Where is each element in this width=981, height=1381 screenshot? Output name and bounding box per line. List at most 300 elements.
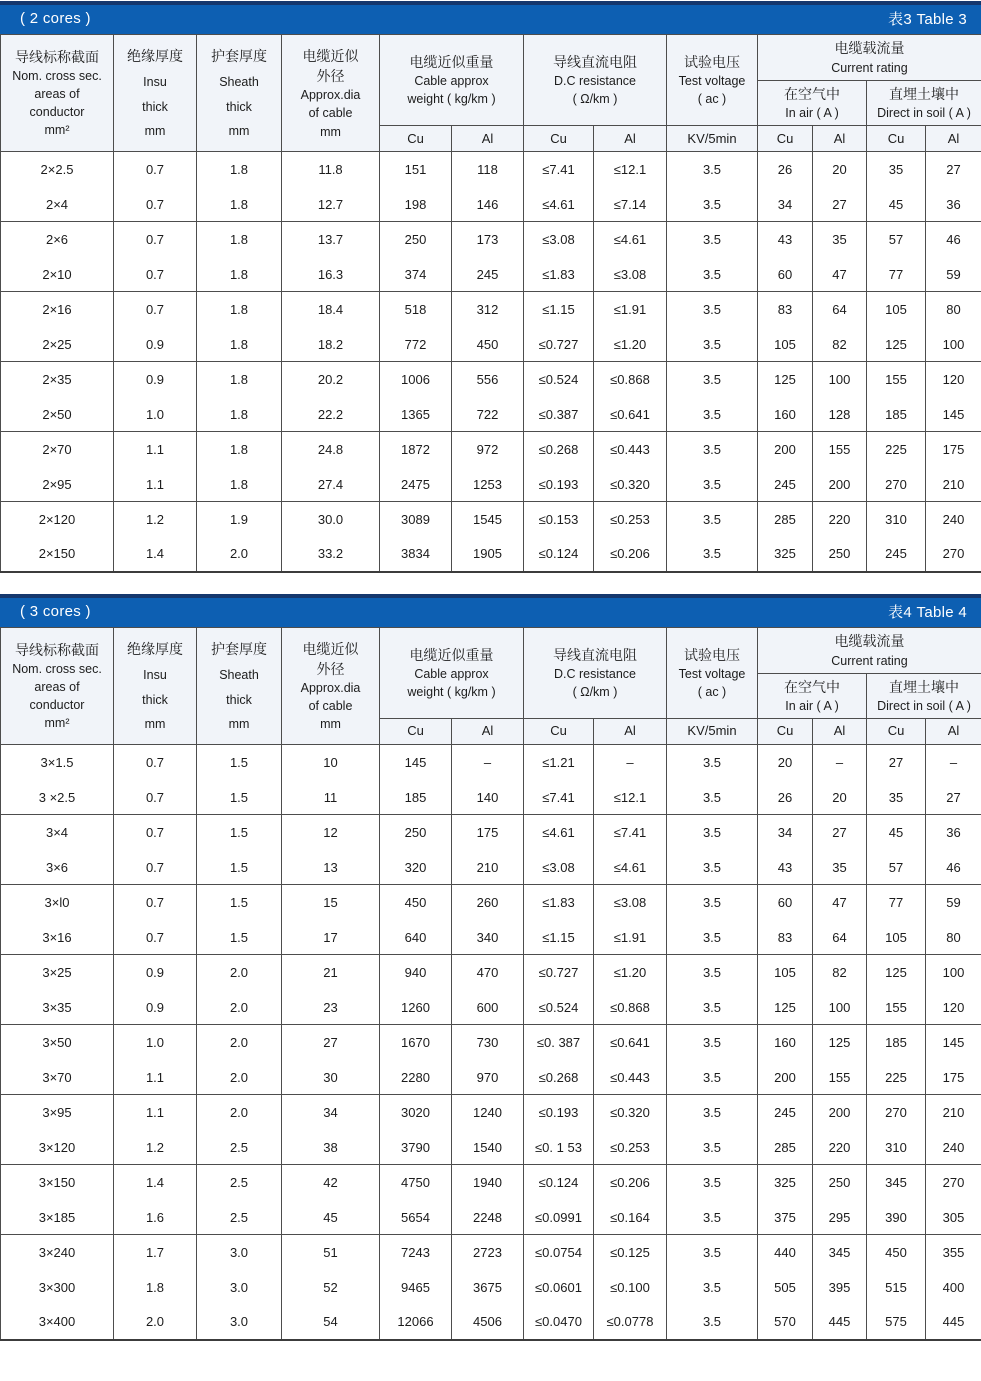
cell-weight-al: 340 <box>452 920 524 955</box>
cell-weight-cu: 772 <box>380 327 452 362</box>
cell-test-voltage: 3.5 <box>667 432 758 467</box>
table-row <box>1 850 981 885</box>
cell-soil-cu: 345 <box>867 1165 926 1200</box>
cell-air-cu: 60 <box>758 885 813 920</box>
cell-resistance-al: ≤0.443 <box>594 432 667 467</box>
cell-soil-al: – <box>926 745 981 780</box>
cell-air-al: 47 <box>813 257 867 292</box>
cell-spec: 2×70 <box>1 432 114 467</box>
col-subheader-soil-al: Al <box>926 719 981 745</box>
cell-resistance-cu: ≤3.08 <box>524 850 594 885</box>
cell-sheath-thick: 2.0 <box>197 537 282 572</box>
cell-soil-cu: 310 <box>867 502 926 537</box>
cell-air-cu: 34 <box>758 815 813 850</box>
col-header-voltage: 试验电压 Test voltage ( ac ) <box>667 35 758 126</box>
cell-test-voltage: 3.5 <box>667 362 758 397</box>
cell-spec: 3×25 <box>1 955 114 990</box>
cell-soil-cu: 105 <box>867 920 926 955</box>
cell-test-voltage: 3.5 <box>667 815 758 850</box>
cell-resistance-al: ≤0.868 <box>594 990 667 1025</box>
cell-sheath-thick: 1.5 <box>197 815 282 850</box>
col-subheader-res-al: Al <box>594 126 667 152</box>
table-row <box>1 1130 981 1165</box>
cell-test-voltage: 3.5 <box>667 780 758 815</box>
col-subheader-air-cu: Cu <box>758 126 813 152</box>
cell-spec: 3×185 <box>1 1200 114 1235</box>
cell-soil-cu: 45 <box>867 187 926 222</box>
table-row <box>1 1095 981 1130</box>
cell-air-al: 200 <box>813 1095 867 1130</box>
cell-approx-dia: 17 <box>282 920 380 955</box>
cell-resistance-cu: ≤1.15 <box>524 292 594 327</box>
cell-approx-dia: 13 <box>282 850 380 885</box>
cell-spec: 3×95 <box>1 1095 114 1130</box>
cell-resistance-cu: ≤0. 1 53 <box>524 1130 594 1165</box>
cell-sheath-thick: 1.8 <box>197 432 282 467</box>
cell-sheath-thick: 1.8 <box>197 257 282 292</box>
cell-weight-cu: 12066 <box>380 1305 452 1340</box>
cell-air-cu: 570 <box>758 1305 813 1340</box>
cell-resistance-al: ≤4.61 <box>594 850 667 885</box>
cell-air-al: 395 <box>813 1270 867 1305</box>
cell-approx-dia: 20.2 <box>282 362 380 397</box>
cell-resistance-al: ≤0.641 <box>594 1025 667 1060</box>
cell-weight-cu: 5654 <box>380 1200 452 1235</box>
cell-resistance-al: ≤0.641 <box>594 397 667 432</box>
cell-soil-cu: 125 <box>867 327 926 362</box>
cell-resistance-cu: ≤7.41 <box>524 152 594 187</box>
cell-resistance-al: – <box>594 745 667 780</box>
cell-resistance-al: ≤0.125 <box>594 1235 667 1270</box>
cell-weight-cu: 374 <box>380 257 452 292</box>
cell-insu-thick: 1.1 <box>114 467 197 502</box>
cell-resistance-cu: ≤1.83 <box>524 257 594 292</box>
cell-soil-cu: 515 <box>867 1270 926 1305</box>
cell-weight-al: 1540 <box>452 1130 524 1165</box>
cell-soil-al: 210 <box>926 1095 981 1130</box>
cell-resistance-cu: ≤0.0991 <box>524 1200 594 1235</box>
col-subheader-soil-cu: Cu <box>867 719 926 745</box>
cell-approx-dia: 30.0 <box>282 502 380 537</box>
cell-soil-al: 270 <box>926 537 981 572</box>
cell-insu-thick: 1.2 <box>114 1130 197 1165</box>
header-row <box>1 35 981 81</box>
cell-spec: 3×1.5 <box>1 745 114 780</box>
cell-air-al: 47 <box>813 885 867 920</box>
cell-air-cu: 26 <box>758 780 813 815</box>
cell-test-voltage: 3.5 <box>667 537 758 572</box>
cell-weight-cu: 250 <box>380 222 452 257</box>
cell-air-cu: 505 <box>758 1270 813 1305</box>
cell-approx-dia: 51 <box>282 1235 380 1270</box>
cell-resistance-al: ≤0.443 <box>594 1060 667 1095</box>
cell-resistance-cu: ≤3.08 <box>524 222 594 257</box>
cell-air-al: 64 <box>813 920 867 955</box>
cell-weight-cu: 151 <box>380 152 452 187</box>
cell-air-al: 82 <box>813 327 867 362</box>
col-subheader-weight-al: Al <box>452 126 524 152</box>
cell-test-voltage: 3.5 <box>667 187 758 222</box>
cell-weight-cu: 320 <box>380 850 452 885</box>
col-header-cross-sec: 导线标称截面 Nom. cross sec. areas of conductor mm² <box>1 627 114 744</box>
cell-insu-thick: 0.9 <box>114 362 197 397</box>
cell-air-al: 82 <box>813 955 867 990</box>
cell-air-cu: 375 <box>758 1200 813 1235</box>
cell-air-al: 445 <box>813 1305 867 1340</box>
cell-weight-cu: 1260 <box>380 990 452 1025</box>
cell-approx-dia: 11 <box>282 780 380 815</box>
cell-weight-al: 972 <box>452 432 524 467</box>
cell-weight-al: 3675 <box>452 1270 524 1305</box>
cell-approx-dia: 15 <box>282 885 380 920</box>
cell-insu-thick: 1.4 <box>114 537 197 572</box>
cell-insu-thick: 0.9 <box>114 955 197 990</box>
cell-weight-al: – <box>452 745 524 780</box>
cell-air-cu: 125 <box>758 990 813 1025</box>
col-subheader-kv: KV/5min <box>667 719 758 745</box>
cell-resistance-al: ≤3.08 <box>594 257 667 292</box>
cell-soil-al: 145 <box>926 397 981 432</box>
cell-soil-cu: 450 <box>867 1235 926 1270</box>
table-row <box>1 362 981 397</box>
table4-number-label: 表4 Table 4 <box>888 601 967 622</box>
cell-air-al: 125 <box>813 1025 867 1060</box>
cell-test-voltage: 3.5 <box>667 745 758 780</box>
cell-insu-thick: 1.2 <box>114 502 197 537</box>
cell-test-voltage: 3.5 <box>667 152 758 187</box>
cell-soil-al: 59 <box>926 885 981 920</box>
cell-sheath-thick: 2.5 <box>197 1130 282 1165</box>
cell-approx-dia: 24.8 <box>282 432 380 467</box>
cell-insu-thick: 0.7 <box>114 257 197 292</box>
cell-spec: 2×120 <box>1 502 114 537</box>
cell-weight-cu: 2280 <box>380 1060 452 1095</box>
cell-weight-cu: 1872 <box>380 432 452 467</box>
cell-insu-thick: 1.8 <box>114 1270 197 1305</box>
cell-air-al: 128 <box>813 397 867 432</box>
col-header-rating: 电缆载流量 Current rating <box>758 627 981 673</box>
cell-sheath-thick: 1.5 <box>197 885 282 920</box>
cell-resistance-al: ≤0.0778 <box>594 1305 667 1340</box>
cell-soil-cu: 245 <box>867 537 926 572</box>
cell-soil-al: 210 <box>926 467 981 502</box>
cell-weight-al: 1240 <box>452 1095 524 1130</box>
cell-air-al: 200 <box>813 467 867 502</box>
cell-insu-thick: 0.7 <box>114 292 197 327</box>
cell-air-cu: 325 <box>758 1165 813 1200</box>
table4-cores-label: ( 3 cores ) <box>20 603 91 620</box>
cell-soil-al: 400 <box>926 1270 981 1305</box>
col-subheader-res-cu: Cu <box>524 126 594 152</box>
cell-insu-thick: 2.0 <box>114 1305 197 1340</box>
cell-approx-dia: 42 <box>282 1165 380 1200</box>
cell-insu-thick: 1.0 <box>114 397 197 432</box>
cell-air-cu: 160 <box>758 1025 813 1060</box>
cell-air-al: 250 <box>813 1165 867 1200</box>
col-subheader-soil-cu: Cu <box>867 126 926 152</box>
cell-soil-cu: 105 <box>867 292 926 327</box>
cell-weight-cu: 518 <box>380 292 452 327</box>
cell-air-cu: 285 <box>758 1130 813 1165</box>
cell-resistance-al: ≤1.91 <box>594 292 667 327</box>
cell-test-voltage: 3.5 <box>667 1165 758 1200</box>
table-row <box>1 745 981 780</box>
cell-spec: 3×400 <box>1 1305 114 1340</box>
cell-soil-al: 36 <box>926 187 981 222</box>
cell-soil-al: 100 <box>926 955 981 990</box>
cell-resistance-cu: ≤7.41 <box>524 780 594 815</box>
cell-resistance-al: ≤4.61 <box>594 222 667 257</box>
col-header-rating: 电缆载流量 Current rating <box>758 35 981 81</box>
cell-spec: 3×300 <box>1 1270 114 1305</box>
cell-sheath-thick: 3.0 <box>197 1270 282 1305</box>
cell-air-al: 155 <box>813 1060 867 1095</box>
cell-soil-al: 305 <box>926 1200 981 1235</box>
cell-soil-cu: 77 <box>867 885 926 920</box>
cell-soil-al: 240 <box>926 1130 981 1165</box>
table-row <box>1 327 981 362</box>
cell-weight-al: 1905 <box>452 537 524 572</box>
cell-resistance-cu: ≤0.727 <box>524 327 594 362</box>
cell-resistance-al: ≤1.20 <box>594 327 667 362</box>
table-row <box>1 1200 981 1235</box>
cell-air-cu: 83 <box>758 292 813 327</box>
cell-weight-al: 146 <box>452 187 524 222</box>
cell-air-al: 35 <box>813 222 867 257</box>
col-subheader-air-al: Al <box>813 126 867 152</box>
cell-sheath-thick: 2.5 <box>197 1200 282 1235</box>
cell-spec: 2×6 <box>1 222 114 257</box>
cell-soil-cu: 390 <box>867 1200 926 1235</box>
cell-weight-al: 1253 <box>452 467 524 502</box>
cell-air-cu: 440 <box>758 1235 813 1270</box>
cell-weight-al: 600 <box>452 990 524 1025</box>
cell-insu-thick: 1.1 <box>114 1095 197 1130</box>
cell-air-cu: 245 <box>758 467 813 502</box>
cell-weight-al: 2248 <box>452 1200 524 1235</box>
cell-spec: 3×35 <box>1 990 114 1025</box>
cell-approx-dia: 16.3 <box>282 257 380 292</box>
cell-air-cu: 285 <box>758 502 813 537</box>
cell-weight-al: 173 <box>452 222 524 257</box>
cell-insu-thick: 0.7 <box>114 920 197 955</box>
cell-soil-al: 445 <box>926 1305 981 1340</box>
cell-sheath-thick: 2.5 <box>197 1165 282 1200</box>
cell-approx-dia: 21 <box>282 955 380 990</box>
cell-spec: 2×35 <box>1 362 114 397</box>
cell-weight-al: 175 <box>452 815 524 850</box>
cell-sheath-thick: 1.9 <box>197 502 282 537</box>
cell-weight-cu: 198 <box>380 187 452 222</box>
col-header-dia: 电缆近似 外径 Approx.dia of cable mm <box>282 627 380 744</box>
cell-spec: 2×150 <box>1 537 114 572</box>
cell-resistance-al: ≤0.206 <box>594 1165 667 1200</box>
cell-resistance-al: ≤0.253 <box>594 502 667 537</box>
cell-approx-dia: 54 <box>282 1305 380 1340</box>
cell-weight-cu: 3790 <box>380 1130 452 1165</box>
cell-test-voltage: 3.5 <box>667 1095 758 1130</box>
col-header-in-soil: 直埋土壤中 Direct in soil ( A ) <box>867 81 981 126</box>
table-body-0 <box>1 152 981 572</box>
cell-resistance-cu: ≤0.0470 <box>524 1305 594 1340</box>
cell-weight-al: 312 <box>452 292 524 327</box>
table-row <box>1 432 981 467</box>
cell-air-cu: 20 <box>758 745 813 780</box>
cell-resistance-cu: ≤1.21 <box>524 745 594 780</box>
cell-air-al: 20 <box>813 780 867 815</box>
cell-approx-dia: 22.2 <box>282 397 380 432</box>
col-header-cross-sec: 导线标称截面 Nom. cross sec. areas of conductor mm² <box>1 35 114 152</box>
table-row <box>1 397 981 432</box>
col-header-in-air: 在空气中 In air ( A ) <box>758 81 867 126</box>
cell-air-cu: 105 <box>758 955 813 990</box>
cell-resistance-cu: ≤0.387 <box>524 397 594 432</box>
cell-insu-thick: 1.6 <box>114 1200 197 1235</box>
table3-number-label: 表3 Table 3 <box>888 8 967 29</box>
cell-soil-al: 175 <box>926 432 981 467</box>
cell-insu-thick: 0.7 <box>114 850 197 885</box>
cell-spec: 3×4 <box>1 815 114 850</box>
cell-air-cu: 26 <box>758 152 813 187</box>
cell-soil-al: 59 <box>926 257 981 292</box>
cell-approx-dia: 11.8 <box>282 152 380 187</box>
cell-test-voltage: 3.5 <box>667 397 758 432</box>
cell-weight-cu: 9465 <box>380 1270 452 1305</box>
cell-weight-cu: 1670 <box>380 1025 452 1060</box>
cell-resistance-cu: ≤0.124 <box>524 1165 594 1200</box>
cell-air-cu: 105 <box>758 327 813 362</box>
col-header-voltage: 试验电压 Test voltage ( ac ) <box>667 627 758 718</box>
cell-soil-al: 355 <box>926 1235 981 1270</box>
cell-insu-thick: 0.7 <box>114 885 197 920</box>
cell-soil-al: 240 <box>926 502 981 537</box>
cell-resistance-al: ≤3.08 <box>594 885 667 920</box>
table-body-1 <box>1 745 981 1340</box>
cell-resistance-al: ≤0.164 <box>594 1200 667 1235</box>
table-row <box>1 1060 981 1095</box>
table-row <box>1 955 981 990</box>
cell-spec: 3×50 <box>1 1025 114 1060</box>
cell-sheath-thick: 1.8 <box>197 187 282 222</box>
cell-insu-thick: 0.7 <box>114 222 197 257</box>
cell-test-voltage: 3.5 <box>667 1060 758 1095</box>
cell-approx-dia: 38 <box>282 1130 380 1165</box>
cell-resistance-al: ≤1.91 <box>594 920 667 955</box>
col-subheader-weight-al: Al <box>452 719 524 745</box>
cell-spec: 3 ×2.5 <box>1 780 114 815</box>
cell-weight-cu: 940 <box>380 955 452 990</box>
cell-resistance-al: ≤12.1 <box>594 152 667 187</box>
cell-test-voltage: 3.5 <box>667 1025 758 1060</box>
cell-resistance-cu: ≤0.193 <box>524 1095 594 1130</box>
cell-approx-dia: 18.2 <box>282 327 380 362</box>
cell-air-cu: 200 <box>758 1060 813 1095</box>
cell-sheath-thick: 1.5 <box>197 920 282 955</box>
table-row <box>1 1025 981 1060</box>
cell-soil-cu: 77 <box>867 257 926 292</box>
cell-air-cu: 200 <box>758 432 813 467</box>
table-row <box>1 537 981 572</box>
cell-resistance-cu: ≤0.524 <box>524 990 594 1025</box>
cell-soil-cu: 125 <box>867 955 926 990</box>
cell-weight-al: 556 <box>452 362 524 397</box>
col-subheader-weight-cu: Cu <box>380 126 452 152</box>
cell-air-cu: 43 <box>758 850 813 885</box>
cell-approx-dia: 34 <box>282 1095 380 1130</box>
cell-resistance-al: ≤7.41 <box>594 815 667 850</box>
cell-spec: 2×4 <box>1 187 114 222</box>
table-row <box>1 885 981 920</box>
bottom-space <box>0 1341 981 1381</box>
cell-sheath-thick: 2.0 <box>197 990 282 1025</box>
cable-spec-table-3cores <box>0 627 981 1341</box>
header-row <box>1 627 981 673</box>
cell-air-cu: 125 <box>758 362 813 397</box>
cell-test-voltage: 3.5 <box>667 1235 758 1270</box>
cell-test-voltage: 3.5 <box>667 955 758 990</box>
cell-resistance-al: ≤12.1 <box>594 780 667 815</box>
cell-weight-cu: 185 <box>380 780 452 815</box>
cell-soil-cu: 225 <box>867 432 926 467</box>
table-row <box>1 1270 981 1305</box>
cell-test-voltage: 3.5 <box>667 1305 758 1340</box>
cell-weight-al: 245 <box>452 257 524 292</box>
table-row <box>1 990 981 1025</box>
cell-sheath-thick: 1.8 <box>197 397 282 432</box>
cell-soil-cu: 155 <box>867 990 926 1025</box>
cell-sheath-thick: 2.0 <box>197 1060 282 1095</box>
cell-insu-thick: 0.7 <box>114 745 197 780</box>
table-row <box>1 1305 981 1340</box>
cell-air-al: 35 <box>813 850 867 885</box>
cell-resistance-cu: ≤0.153 <box>524 502 594 537</box>
cell-test-voltage: 3.5 <box>667 1270 758 1305</box>
col-header-dia: 电缆近似 外径 Approx.dia of cable mm <box>282 35 380 152</box>
cell-soil-al: 120 <box>926 990 981 1025</box>
cell-soil-al: 120 <box>926 362 981 397</box>
table-row <box>1 780 981 815</box>
cell-weight-al: 260 <box>452 885 524 920</box>
cell-spec: 3×70 <box>1 1060 114 1095</box>
cell-test-voltage: 3.5 <box>667 502 758 537</box>
cell-soil-cu: 155 <box>867 362 926 397</box>
cell-test-voltage: 3.5 <box>667 1130 758 1165</box>
cell-approx-dia: 52 <box>282 1270 380 1305</box>
cell-soil-al: 145 <box>926 1025 981 1060</box>
cell-approx-dia: 18.4 <box>282 292 380 327</box>
cell-resistance-al: ≤0.206 <box>594 537 667 572</box>
cell-resistance-cu: ≤4.61 <box>524 815 594 850</box>
cell-weight-al: 470 <box>452 955 524 990</box>
cell-approx-dia: 10 <box>282 745 380 780</box>
cell-soil-cu: 45 <box>867 815 926 850</box>
cell-approx-dia: 23 <box>282 990 380 1025</box>
cell-sheath-thick: 1.8 <box>197 152 282 187</box>
col-subheader-weight-cu: Cu <box>380 719 452 745</box>
cell-sheath-thick: 1.8 <box>197 327 282 362</box>
cell-spec: 3×6 <box>1 850 114 885</box>
cell-sheath-thick: 1.5 <box>197 780 282 815</box>
cell-test-voltage: 3.5 <box>667 222 758 257</box>
table-row <box>1 920 981 955</box>
cell-soil-cu: 27 <box>867 745 926 780</box>
cell-sheath-thick: 3.0 <box>197 1235 282 1270</box>
cell-soil-al: 270 <box>926 1165 981 1200</box>
cell-insu-thick: 0.7 <box>114 187 197 222</box>
cell-spec: 3×l0 <box>1 885 114 920</box>
cell-spec: 2×16 <box>1 292 114 327</box>
cell-soil-cu: 225 <box>867 1060 926 1095</box>
